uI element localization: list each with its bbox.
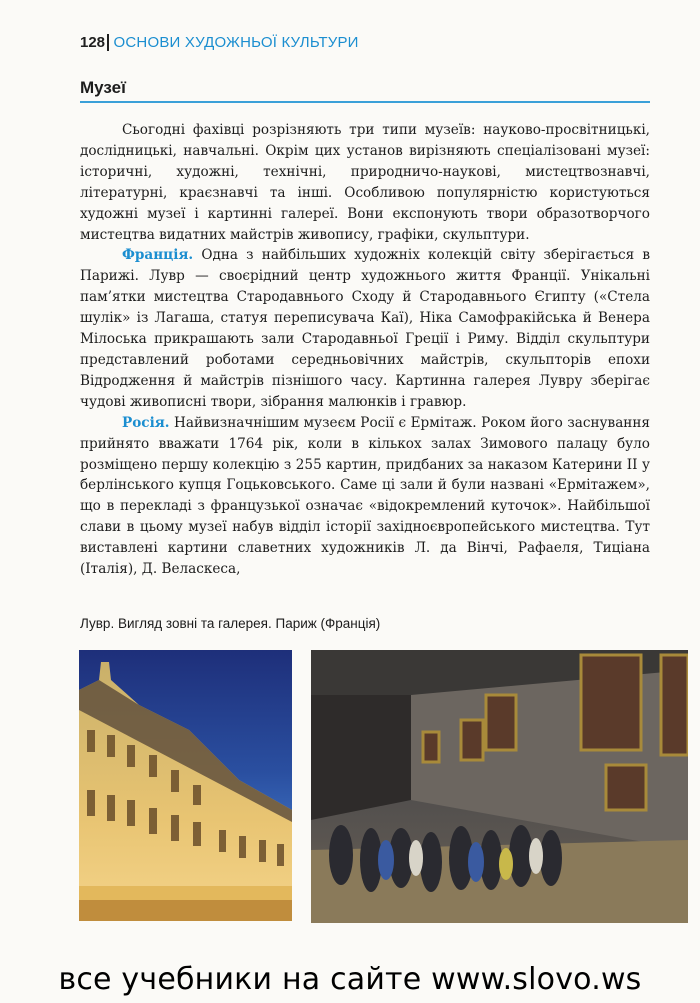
russia-text: Найвизначнішим музеєм Росії є Ермітаж. Роком його заснування прийнято вважати 1764 рік, коли в кількох залах Зимового палацу було розміщено першу колекцію з 255 картин, придбаних за наказом Катерини II у берлінського купця Гоцьковського. Саме ці зали й були названі «Ермітажем», що в перекладі з французької означає «відокремлений куточок». Найбільшої слави в цьому музеї набув відділ історії західноєвропейського мистецтва. Тут виставлені картини славетних художників Л. да Вінчі, Рафаеля, Тиціана (Італія), Д. Веласкеса, <box>80 414 650 578</box>
louvre-gallery-photo <box>311 650 688 923</box>
running-header <box>80 31 359 53</box>
france-text: Одна з найбільших художніх колекцій світу зберігається в Парижі. Лувр — своєрідний центр художнього життя Франції. Унікальні пам’ятки мистецтва Стародавнього Сходу й Стародавнього Єгипту («Стела шулік» із Лагаша, статуя переписувача Каї), Ніка Самофракійська й Венера Мілоська прикрашають зали Стародавньої Греції і Риму. Відділ скульптури представлений роботами середньовічних майстрів, скульпторів епохи Відродження й майстрів пізнішого часу. Картинна галерея Лувру зберігає чудові живописні твори, зібрання малюнків і гравюр. <box>80 247 650 410</box>
section-rule <box>80 101 650 103</box>
country-label-russia: Росія. <box>122 414 170 431</box>
paragraph-russia <box>80 413 650 580</box>
body-text <box>80 120 650 580</box>
footer-watermark-text: все учебники на сайте www.slovo.ws <box>58 962 642 997</box>
page-number: 128 <box>80 33 106 51</box>
header-divider <box>107 34 109 51</box>
figure-caption: Лувр. Вигляд зовні та галерея. Париж (Франція) <box>80 616 381 631</box>
country-label-france: Франція. <box>122 247 194 264</box>
louvre-exterior-photo <box>79 650 292 921</box>
section-title: Музеї <box>80 78 126 97</box>
louvre-gallery-illustration <box>311 650 688 923</box>
paragraph-france <box>80 245 650 412</box>
paragraph-intro: Сьогодні фахівці розрізняють три типи музеїв: науково-просвітницькі, дослідницькі, навчальні. Окрім цих установ вирізняють спеціалізовані музеї: історичні, художні, технічні, природничо-наукові, мистецтвознавчі, літературні, краєзнавчі та інші. Особливою популярністю користуються художні музеї і картинні галереї. Вони експонують твори образотворчого мистецтва видатних майстрів живопису, графіки, скульптури. <box>80 122 650 243</box>
book-title: ОСНОВИ ХУДОЖНЬОЇ КУЛЬТУРИ <box>113 33 359 51</box>
louvre-exterior-illustration <box>79 650 292 921</box>
